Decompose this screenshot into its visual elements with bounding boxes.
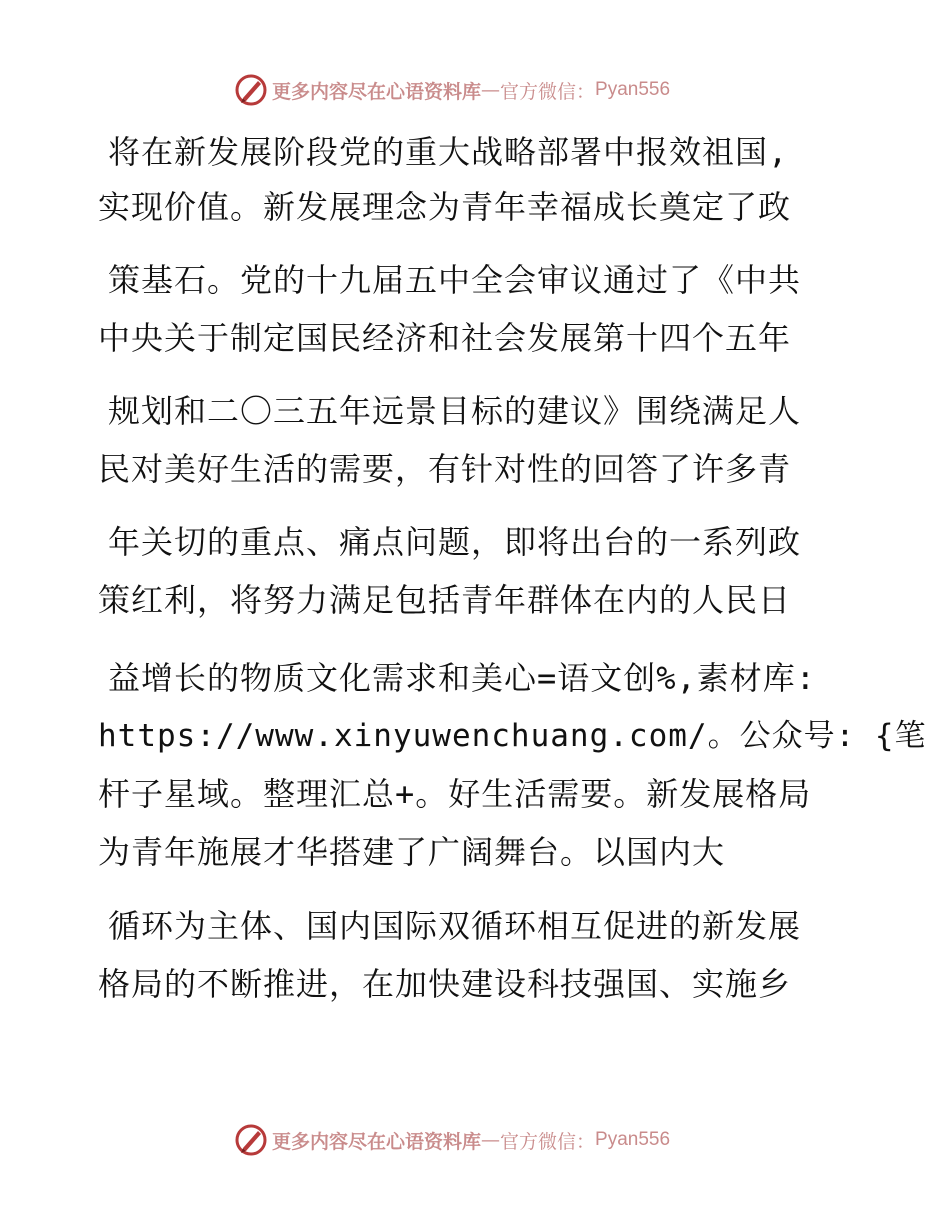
pen-logo-icon	[234, 73, 268, 107]
banner-dash: —	[481, 79, 501, 101]
body-line: https://www.xinyuwenchuang.com/。公众号: {笔	[98, 718, 927, 754]
body-line: 杆子星域。整理汇总+。好生活需要。新发展格局	[98, 775, 812, 813]
footer-banner	[234, 1122, 714, 1158]
body-line: 益增长的物质文化需求和美心=语文创%,素材库:	[108, 659, 817, 697]
body-line: 年关切的重点、痛点问题，即将出台的一系列政	[108, 523, 802, 561]
banner-dash: —	[481, 1129, 501, 1151]
body-line: 民对美好生活的需要，有针对性的回答了许多青	[98, 450, 792, 488]
banner-wechat-id: Pyan556	[595, 1129, 671, 1150]
pen-logo-icon	[234, 1123, 268, 1157]
body-line: 循环为主体、国内国际双循环相互促进的新发展	[108, 907, 802, 945]
banner-title: 更多内容尽在心语资料库	[272, 80, 482, 103]
body-line: 为青年施展才华搭建了广阔舞台。以国内大	[98, 833, 726, 871]
body-line: 策基石。党的十九届五中全会审议通过了《中共	[108, 261, 802, 299]
body-line: 规划和二〇三五年远景目标的建议》围绕满足人	[108, 392, 802, 430]
body-line: 格局的不断推进，在加快建设科技强国、实施乡	[98, 965, 792, 1003]
body-line: 实现价值。新发展理念为青年幸福成长奠定了政	[98, 188, 792, 226]
banner-wechat-label: 官方微信：	[500, 80, 596, 103]
banner-title: 更多内容尽在心语资料库	[272, 1130, 482, 1153]
body-line: 策红利，将努力满足包括青年群体在内的人民日	[98, 581, 792, 619]
body-line: 将在新发展阶段党的重大战略部署中报效祖国,	[108, 133, 789, 171]
banner-wechat-label: 官方微信：	[500, 1130, 596, 1153]
banner-wechat-id: Pyan556	[595, 79, 671, 100]
header-banner	[234, 72, 714, 108]
body-line: 中央关于制定国民经济和社会发展第十四个五年	[98, 319, 792, 357]
